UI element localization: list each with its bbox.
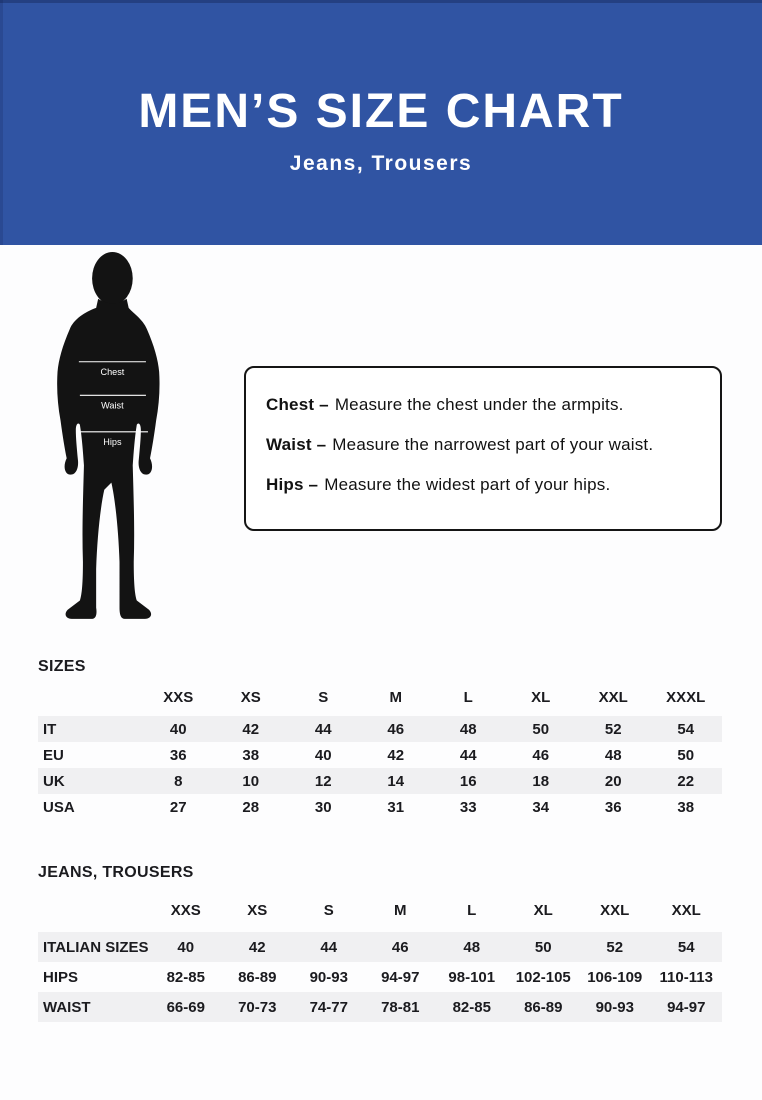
value-cell: 52 [604,720,622,738]
value-cell: 44 [314,720,332,738]
column-header: XXL [598,688,628,706]
jeans-trousers-table [38,898,722,1022]
table-header-row [38,898,722,922]
chest-info-desc: Measure the chest under the armpits. [334,395,624,414]
value-cell: 90-93 [595,998,634,1016]
value-cell: 44 [320,938,338,956]
value-cell: 66-69 [166,998,205,1016]
table-row [38,962,722,992]
value-cell: 50 [534,938,552,956]
hips-info-desc: Measure the widest part of your hips. [324,475,611,494]
value-cell: 14 [387,772,405,790]
column-header: XXXL [666,688,706,706]
column-header: M [389,688,402,706]
value-cell: 42 [242,720,260,738]
value-cell: 106-109 [587,968,643,986]
value-cell: 40 [314,746,332,764]
column-header: XL [531,688,551,706]
column-header: XXS [163,688,194,706]
table-row [38,768,722,794]
body-silhouette-figure [52,252,185,628]
value-cell: 44 [459,746,477,764]
row-label: UK [43,772,65,790]
value-cell: 74-77 [309,998,348,1016]
row-label: WAIST [43,998,91,1016]
sizes-section [38,658,722,820]
jeans-trousers-section [38,864,722,1022]
chest-info-term: Chest – [266,395,329,414]
column-header: XXL [600,901,630,919]
value-cell: 86-89 [238,968,277,986]
jeans-table-title: JEANS, TROUSERS [38,864,194,881]
value-cell: 16 [459,772,477,790]
value-cell: 48 [604,746,622,764]
value-cell: 94-97 [381,968,420,986]
row-label: ITALIAN SIZES [43,938,149,956]
value-cell: 12 [314,772,332,790]
column-header: S [318,688,329,706]
waist-info-term: Waist – [266,435,327,454]
header-banner [0,0,762,245]
silhouette-head [92,252,133,305]
value-cell: 36 [169,746,187,764]
sizes-table [38,686,722,820]
value-cell: 38 [677,798,695,816]
column-header: XS [240,688,261,706]
table-row [38,742,722,768]
table-row [38,932,722,962]
hips-info-term: Hips – [266,475,319,494]
male-silhouette-icon [52,252,185,628]
value-cell: 78-81 [381,998,420,1016]
value-cell: 102-105 [515,968,571,986]
value-cell: 46 [391,938,409,956]
value-cell: 86-89 [524,998,563,1016]
row-label: IT [43,720,57,738]
row-label: USA [43,798,75,816]
table-row [38,992,722,1022]
value-cell: 94-97 [667,998,706,1016]
value-cell: 54 [677,938,695,956]
value-cell: 98-101 [448,968,496,986]
value-cell: 8 [174,772,183,790]
column-header: L [463,688,473,706]
value-cell: 42 [387,746,405,764]
value-cell: 27 [169,798,187,816]
column-header: S [323,901,334,919]
waist-label: Waist [101,400,124,411]
value-cell: 70-73 [238,998,277,1016]
value-cell: 50 [532,720,550,738]
value-cell: 22 [677,772,695,790]
value-cell: 52 [606,938,624,956]
value-cell: 48 [463,938,481,956]
column-header: XXL [671,901,701,919]
waist-info-desc: Measure the narrowest part of your waist. [332,435,654,454]
value-cell: 46 [387,720,405,738]
column-header: L [467,901,477,919]
value-cell: 38 [242,746,260,764]
value-cell: 36 [604,798,622,816]
value-cell: 33 [459,798,477,816]
value-cell: 31 [387,798,405,816]
value-cell: 10 [242,772,260,790]
value-cell: 46 [532,746,550,764]
measurement-info-box [244,366,722,531]
value-cell: 34 [532,798,550,816]
waist-info-line [266,435,720,455]
column-header: XL [533,901,553,919]
table-header-row [38,686,722,708]
value-cell: 54 [677,720,695,738]
table-row [38,716,722,742]
value-cell: 42 [248,938,266,956]
value-cell: 50 [677,746,695,764]
table-row [38,794,722,820]
column-header: XXS [170,901,201,919]
value-cell: 28 [242,798,260,816]
column-header: M [394,901,407,919]
value-cell: 82-85 [166,968,205,986]
silhouette-body [57,299,159,619]
value-cell: 40 [169,720,187,738]
sizes-table-title: SIZES [38,658,86,675]
value-cell: 18 [532,772,550,790]
row-label: HIPS [43,968,79,986]
hips-info-line [266,475,720,495]
value-cell: 20 [604,772,622,790]
value-cell: 110-113 [659,968,713,986]
column-header: XS [247,901,268,919]
value-cell: 40 [177,938,195,956]
page-subtitle: Jeans, Trousers [289,151,473,175]
chest-info-line [266,395,720,415]
value-cell: 90-93 [309,968,348,986]
value-cell: 48 [459,720,477,738]
value-cell: 82-85 [452,998,491,1016]
page-title: MEN’S SIZE CHART [138,84,624,138]
value-cell: 30 [314,798,332,816]
hips-label: Hips [103,437,122,448]
row-label: EU [43,746,64,764]
chest-label: Chest [100,366,125,377]
